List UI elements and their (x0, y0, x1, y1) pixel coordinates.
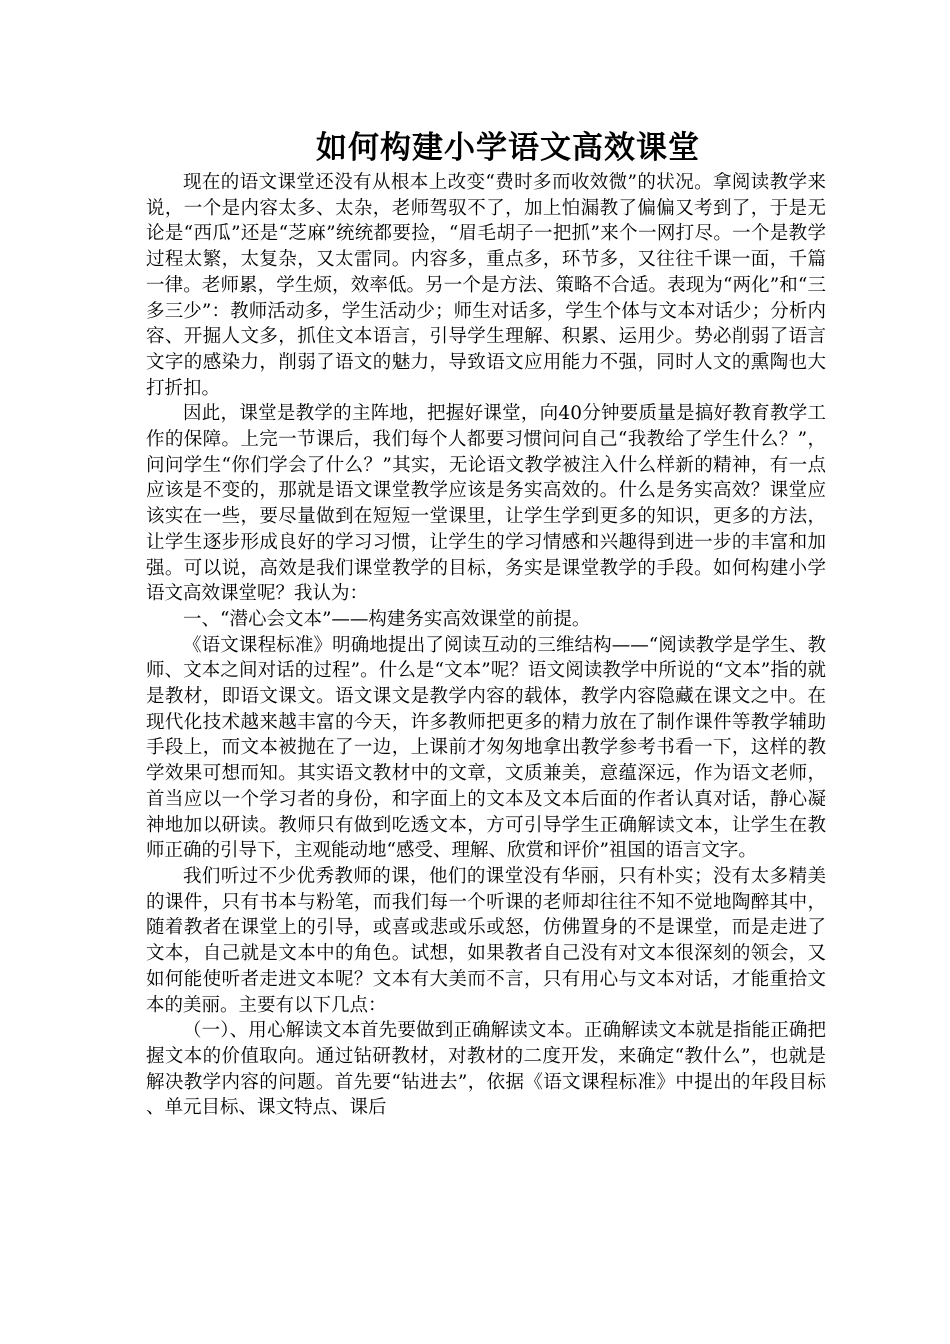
paragraph-intro: 现在的语文课堂还没有从根本上改变“费时多而收效微”的状况。拿阅读教学来说，一个是内容太多、太杂，老师驾驭不了，加上怕漏教了偏偏又考到了，于是无论是“西瓜”还是“芝麻”统统都要捡，“眉毛胡子一把抓”来个一网打尽。一个是教学过程太繁，太复杂，又太雷同。内容多，重点多，环节多，又往往千课一面，千篇一律。老师累，学生烦，效率低。另一个是方法、策略不合适。表现为“两化”和“三多三少”：教师活动多，学生活动少；师生对话多，学生个体与文本对话少；分析内容、开掘人文多，抓住文本语言，引导学生理解、积累、运用少。势必削弱了语言文字的感染力，削弱了语文的魅力，导致语文应用能力不强，同时人文的熏陶也大打折扣。 (146, 172, 826, 399)
paragraph-curriculum-standard: 《语文课程标准》明确地提出了阅读互动的三维结构——“阅读教学是学生、教师、文本之间对话的过程”。什么是“文本”呢？语文阅读教学中所说的“文本”指的就是教材，即语文课文。语文课文是教学内容的载体，教学内容隐藏在课文之中。在现代化技术越来越丰富的今天，许多教师把更多的精力放在了制作课件等教学辅助手段上，而文本被抛在了一边，上课前才匆匆地拿出教学参考书看一下，这样的教学效果可想而知。其实语文教材中的文章，文质兼美，意蕴深远，作为语文老师，首当应以一个学习者的身份，和字面上的文本及文本后面的作者认真对话，静心凝神地加以研读。教师只有做到吃透文本，方可引导学生正确解读文本，让学生在教师正确的引导下，主观能动地“感受、理解、欣赏和评价”祖国的语言文字。 (146, 634, 826, 862)
paragraph-interpret-text: （一）、用心解读文本首先要做到正确解读文本。正确解读文本就是指能正确把握文本的价值取向。通过钻研教材，对教材的二度开发，来确定“教什么”，也就是解决教学内容的问题。首先要“钻进去”，依据《语文课程标准》中提出的年段目标、单元目标、课文特点、课后 (146, 1020, 826, 1119)
paragraph-excellent-teachers: 我们听过不少优秀教师的课，他们的课堂没有华丽，只有朴实；没有太多精美的课件，只有书本与粉笔，而我们每一个听课的老师却往往不知不觉地陶醉其中，随着教者在课堂上的引导，或喜或悲或乐或怒，仿佛置身的不是课堂，而是走进了文本，自己就是文本中的角色。试想，如果教者自己没有对文本很深刻的领会，又如何能使听者走进文本呢？文本有大美而不言，只有用心与文本对话，才能重拾文本的美丽。主要有以下几点： (146, 865, 826, 1016)
document-title: 如何构建小学语文高效课堂 (316, 130, 700, 166)
document-body (146, 128, 826, 1121)
section-heading-one: 一、“潜心会文本”——构建务实高效课堂的前提。 (183, 608, 591, 630)
paragraph-efficiency: 因此，课堂是教学的主阵地，把握好课堂，向40分钟要质量是搞好教育教学工作的保障。上完一节课后，我们每个人都要习惯问问自己“我教给了学生什么？”，问问学生“你们学会了什么？”其实，无论语文教学被注入什么样新的精神，有一点应该是不变的，那就是语文课堂教学应该是务实高效的。什么是务实高效？课堂应该实在一些，要尽量做到在短短一堂课里，让学生学到更多的知识，更多的方法，让学生逐步形成良好的学习习惯，让学生的学习情感和兴趣得到进一步的丰富和加强。可以说，高效是我们课堂教学的目标，务实是课堂教学的手段。如何构建小学语文高效课堂呢？我认为： (146, 403, 826, 605)
